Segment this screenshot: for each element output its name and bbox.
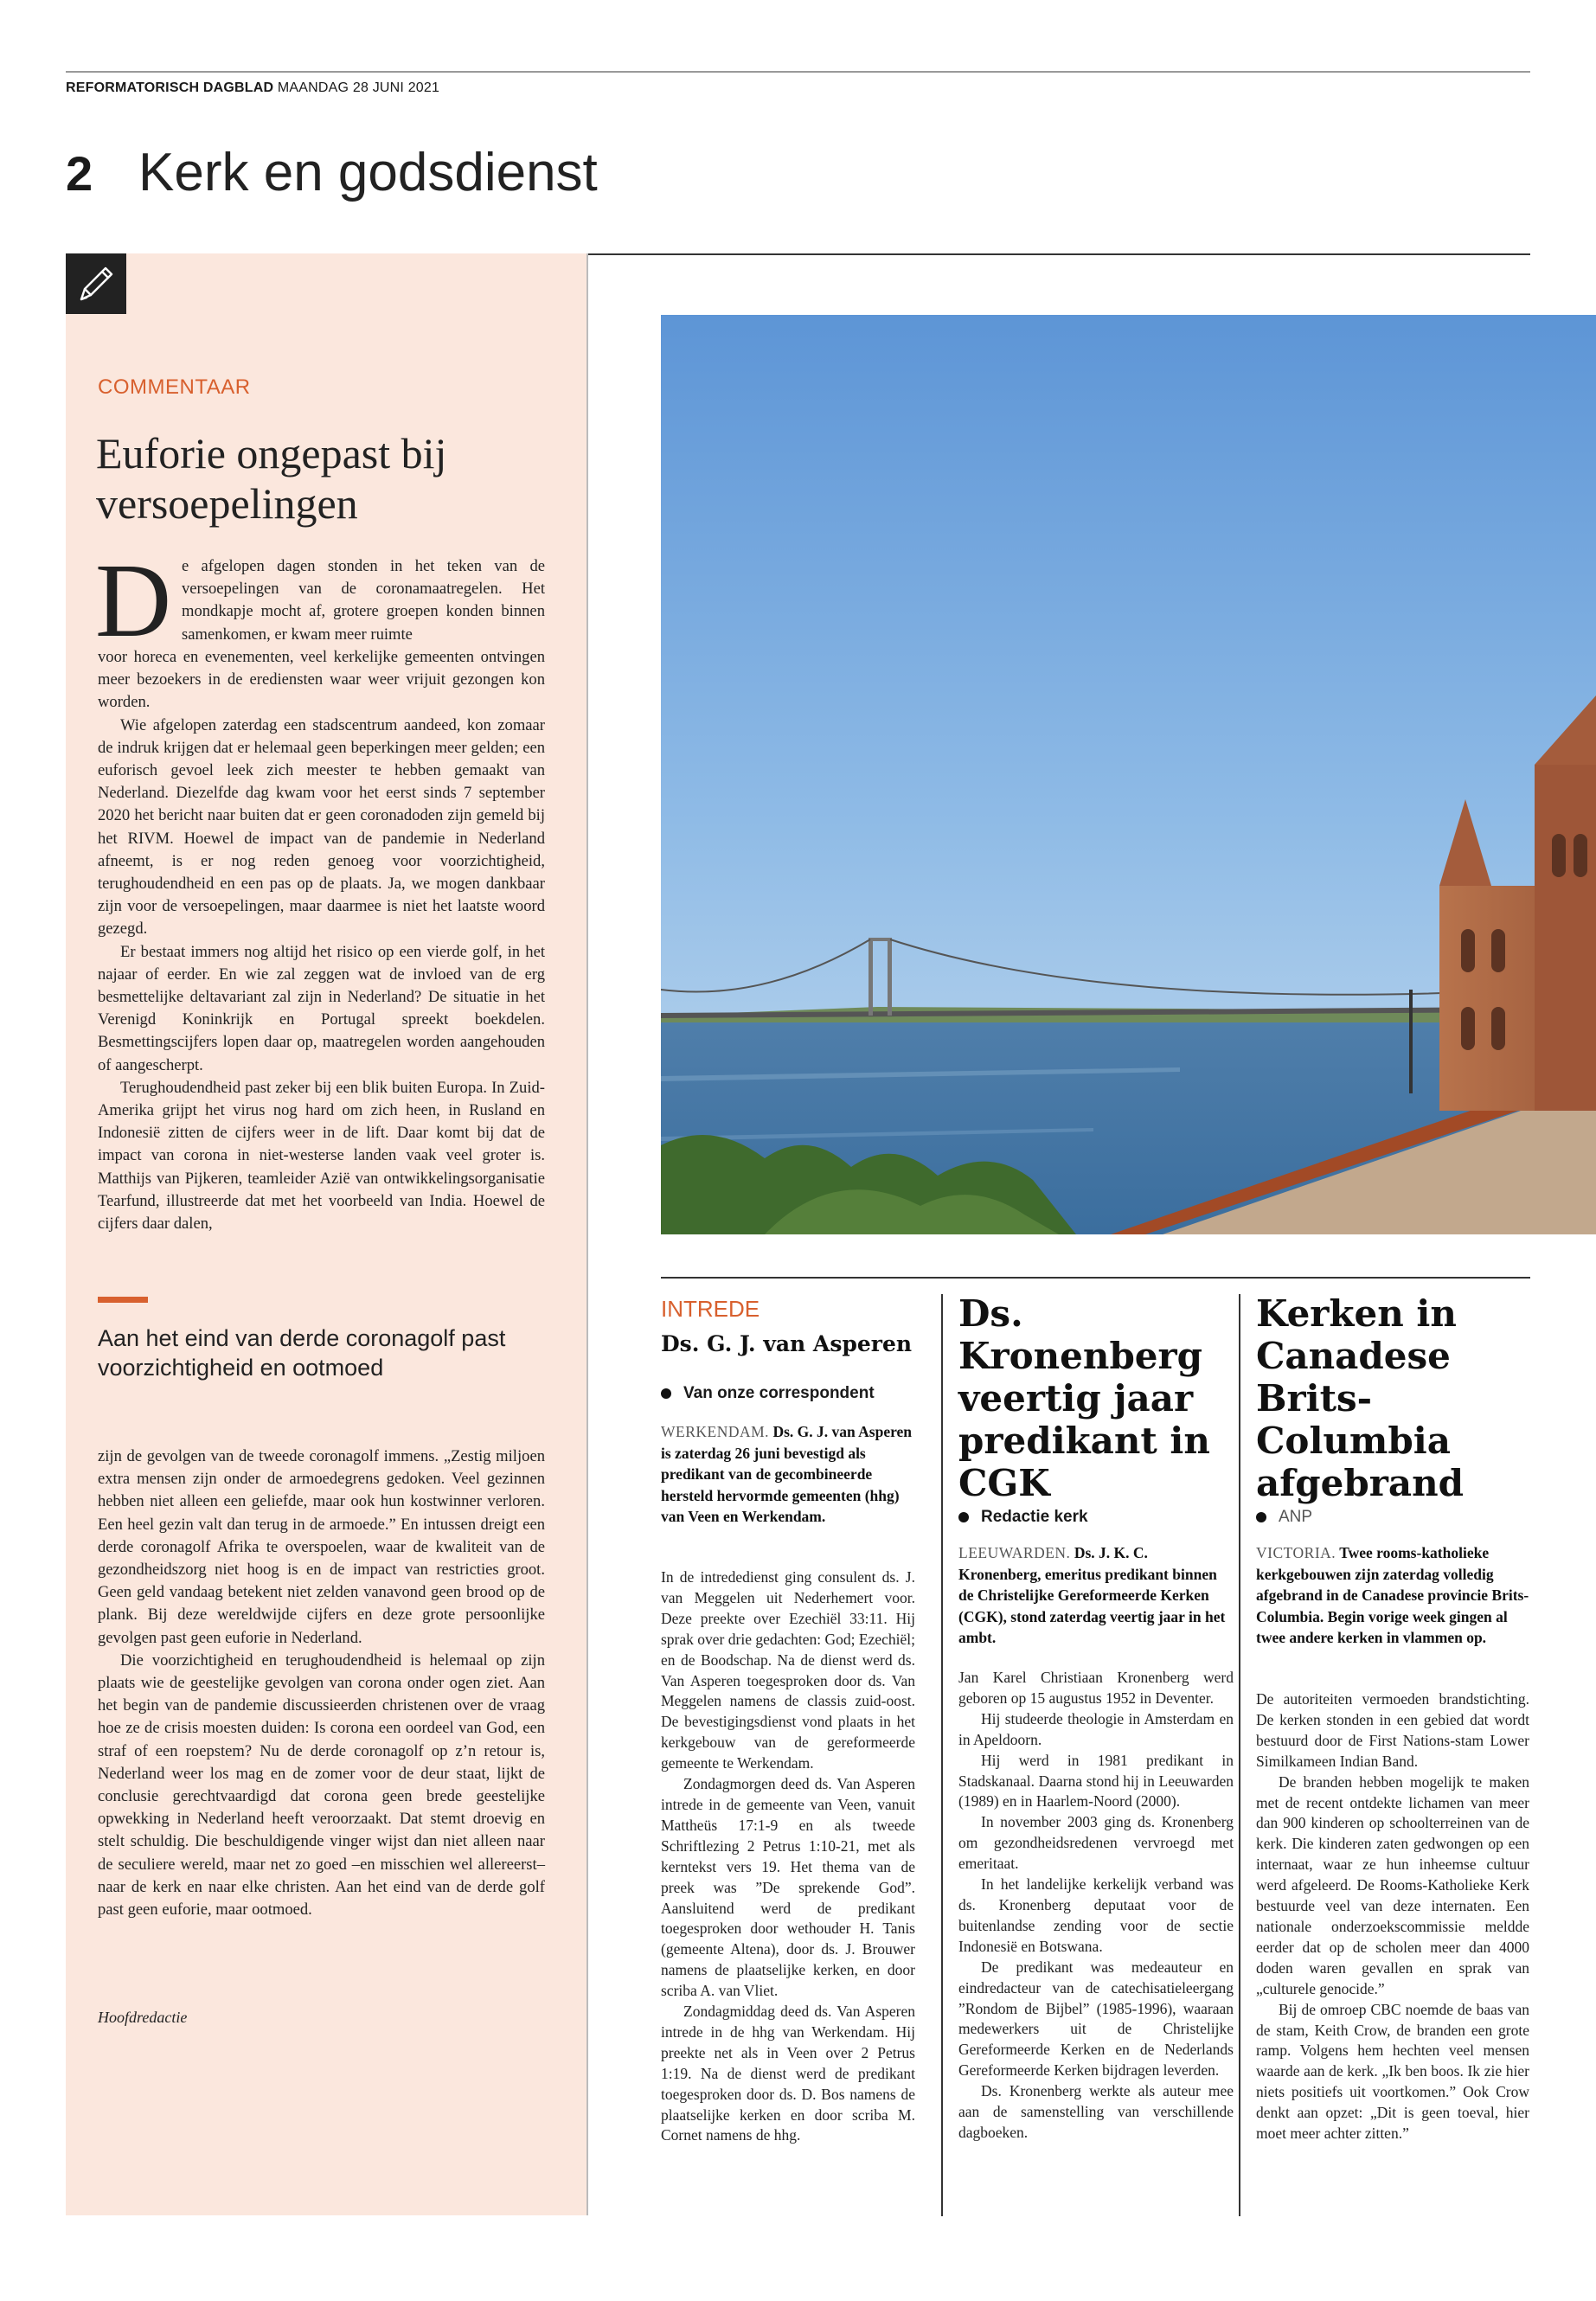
bullet-icon [1256,1512,1266,1522]
pen-icon [66,253,126,314]
paragraph: Hij studeerde theologie in Amsterdam en in Apeldoorn. [958,1709,1234,1748]
commentaar-body-top [98,646,545,1235]
kronenberg-lead [958,1542,1234,1649]
paragraph: Bij de omroep CBC noemde de baas van de stam, Keith Crow, de branden een grote ramp. Volgens hem hechten veel mensen waarde aan de kerk. „Ik ben boos. Ik zie hier niets positiefs uit voortkomen.” Ook Crow denkt aan opzet: „Dit is geen toeval, hier moet meer achter zitten.” [1256,2000,1529,2143]
paragraph: Zondagmorgen deed ds. Van Asperen intrede in de gemeente van Veen, vanuit Mattheüs 17:1-9 en als tweede Schriftlezing 2 Petrus 1:10-21, met als kerntekst vers 19. Het thema van de preek was ”De sprekende God”. Aansluitend werd de predikant toegesproken door wethouder H. Tanis (gemeente Altena), door ds. J. Brouwer namens de plaatselijke kerken, en door scriba A. van Vliet. [661,1775,915,2000]
paragraph: In de intrededienst ging consulent ds. J. van Meggelen uit Nederhemert voor. Deze preekte over Ezechiël 33:11. Hij sprak over drie gedachten: God; Ezechiël; en de Boodschap. Na de dienst werd ds. Van Asperen toegesproken door ds. Van Meggelen namens de classis zuid-oost. De bevestigingsdienst vond plaats in het kerkgebouw van de gereformeerde gemeente te Werkendam. [661,1568,915,1772]
intrede-body [661,1567,915,2146]
kronenberg-byline [958,1508,1088,1527]
intrede-kicker: INTREDE [661,1296,760,1322]
paragraph: voor horeca en evenementen, veel kerkelijke gemeenten ontvingen meer bezoekers in de erediensten waar weer vrijuit gezongen kon worden. [98,648,545,712]
lead-text: Ds. G. J. van Asperen is zaterdag 26 juni bevestigd als predikant van de gecombineerde hersteld hervormde gemeenten (hhg) van Veen en Werkendam. [661,1423,913,1526]
pull-quote: Aan het eind van derde coronagolf past voorzichtigheid en ootmoed [98,1325,506,1381]
commentaar-title: Euforie ongepast bij versoepelingen [96,429,447,528]
paragraph: Terughoudendheid past zeker bij een blik buiten Europa. In Zuid-Amerika grijpt het virus nog hard om zich heen, in Rusland en Indonesië zitten de cijfers weer in de lift. Daar komt bij dat de impact van corona in niet-westerse landen vaak veel groter is. Matthijs van Pijkeren, teamleider Azië van ontwikkelingsorganisatie Tearfund, illustreerde dat met het voorbeeld van India. Hoewel de cijfers daar dalen, [98,1078,545,1234]
articles-rule [661,1277,1530,1279]
column-divider [1239,1294,1240,2216]
river-bridge-church-photo [661,315,1596,1234]
column-divider [941,1294,943,2216]
issue-date: MAANDAG 28 JUNI 2021 [277,80,440,95]
quote-accent-rule [98,1297,148,1303]
paragraph: Er bestaat immers nog altijd het risico op een vierde golf, in het najaar of eerder. En wie zal zeggen wat de invloed van de erg besmettelijke deltavariant zal zijn in Nederland? De situatie in het Verenigd Koninkrijk en Portugal spreekt boekdelen. Besmettingscijfers lopen daar op, maatregelen worden aangehouden of aangescherpt. [98,942,545,1074]
signoff: Hoofdredactie [98,2009,188,2026]
paragraph: zijn de gevolgen van de tweede coronagolf immens. „Zestig miljoen extra mensen zijn onder de armoedegrens gedoken. Veel gezinnen hebben niet alleen een geliefde, maar ook hun kostwinner verloren. Een heel gezin valt dan terug in de armoede.” En intussen dreigt een derde coronagolf Afrika te overspoelen, waar de kwaliteit van de gezondheidszorg niet hoog is en de impact van restricties groot. Geen geld vandaag betekent niet zelden vanavond geen brood op de plank. Bij deze wereldwijde cijfers en deze grote persoonlijke gevolgen past geen euforie in Nederland. [98,1447,545,1647]
commentaar-intro: e afgelopen dagen stonden in het teken van de versoepelingen van de coronamaatregelen. Het mondkapje mocht af, grotere groepen konden binnen samenkomen, er kwam meer ruimte [182,557,545,644]
canada-byline [1256,1508,1312,1527]
kronenberg-body [958,1668,1234,2144]
bullet-icon [661,1388,671,1399]
paragraph: In november 2003 ging ds. Kronenberg om gezondheidsredenen vervroegd met emeritaat. [958,1813,1234,1873]
byline-text: ANP [1279,1508,1313,1526]
byline-text: Van onze correspondent [683,1384,875,1402]
byline-text: Redactie kerk [981,1508,1088,1526]
column-divider [586,253,588,2215]
canada-body [1256,1689,1529,2144]
section-rule [586,253,1530,255]
paragraph: De autoriteiten vermoeden brandstichting. De kerken stonden in een gebied dat wordt bestuurd door de First Nations-stam Lower Similkameen Indian Band. [1256,1690,1529,1770]
header-rule [66,71,1530,73]
drop-cap: D [95,542,172,659]
paragraph: Die voorzichtigheid en terughoudendheid is helemaal op zijn plaats wie de geestelijke gevolgen van corona onder ogen ziet. Aan het begin van de pandemie discussieerden christenen over de vraag hoe ze de crisis moesten duiden: Is corona een oordeel van God, een straf of een roepstem? Nu de derde coronagolf op z’n retour is, Nederland weer los mag en de zomer voor de deur staat, lijkt de conclusie gerechtvaardigd dat corona geen brede geestelijke opwekking in Nederland heeft veroorzaakt. Dat stemt droevig en stelt schuldig. Die beschuldigende vinger wijst dan niet alleen naar de seculiere wereld, maar net zo goed –en misschien wel allereerst– naar de kerk en naar elke christen. Aan het eind van de derde golf past geen euforie, maar ootmoed. [98,1650,545,1920]
canada-headline: Kerken in Canadese Brits-Columbia afgebrand [1256,1292,1464,1504]
bullet-icon [958,1512,969,1522]
paragraph: De branden hebben mogelijk te maken met de recent ontdekte lichamen van meer dan 900 kinderen op schoolterreinen van de kerk. Die kinderen zaten gedwongen op een internaat, waar ze hun inheemse cultuur werd afgeleerd. De Rooms-Katholieke Kerk bestuurde veel van deze internaten. Een nationale onderzoekscommissie meldde eerder dat op de scholen meer dan 4000 doden waren gevallen en sprak van „culturele genocide.” [1256,1772,1529,1997]
paragraph: Wie afgelopen zaterdag een stadscentrum aandeed, kon zomaar de indruk krijgen dat er helemaal geen beperkingen meer gelden; een euforisch gevoel leek zich meester te hebben gemaakt van Nederland. Diezelfde dag kwam voor het eerst sinds 7 september 2020 het bericht naar buiten dat er geen coronadoden zijn gemeld bij het RIVM. Hoewel de impact van de pandemie in Nederland afneemt, is er nog reden genoeg voor voorzichtigheid, terughoudendheid en een pas op de plaats. Ja, we mogen dankbaar zijn voor de versoepelingen, maar daarmee is niet het laatste woord gezegd. [98,715,545,939]
paragraph: De predikant was medeauteur en eindredacteur van de catechisatieleergang ”Rondom de Bijbel” (1985-1996), waaraan medewerkers uit de Christelijke Gereformeerde Kerken en de Nederlands Gereformeerde Kerken bijdragen leverden. [958,1958,1234,2080]
paragraph: In het landelijke kerkelijk verband was ds. Kronenberg deputaat voor de buitenlandse zending voor de sectie Indonesië en Botswana. [958,1875,1234,1955]
dateline: VICTORIA. [1256,1544,1336,1561]
intrede-lead [661,1421,915,1528]
paragraph: Zondagmiddag deed ds. Van Asperen intrede in de hhg van Werkendam. Hij preekte net als in Veen over 2 Petrus 1:19. Na de dienst werd de predikant toegesproken door ds. D. Bos namens de plaatselijke kerken en door scriba M. Cornet namens de hhg. [661,2003,915,2144]
kronenberg-headline: Ds. Kronenberg veertig jaar predikant in CGK [958,1292,1210,1504]
canada-lead [1256,1542,1529,1649]
paper-name: REFORMATORISCH DAGBLAD [66,80,274,95]
dateline: LEEUWARDEN. [958,1544,1071,1561]
page-number: 2 [66,146,93,201]
intrede-title: Ds. G. J. van Asperen [661,1331,913,1356]
section-title: Kerk en godsdienst [138,143,598,202]
commentaar-body-bottom [98,1445,545,1921]
lead-text: Twee rooms-katholieke kerkgebouwen zijn zaterdag volledig afgebrand in de Canadese provincie Brits-Columbia. Begin vorige week gingen al twee andere kerken in vlammen op. [1256,1544,1529,1647]
paragraph: Jan Karel Christiaan Kronenberg werd geboren op 15 augustus 1952 in Deventer. [958,1669,1234,1707]
intrede-byline [661,1384,875,1403]
commentaar-label: COMMENTAAR [98,375,251,399]
masthead [66,80,439,96]
paragraph: Ds. Kronenberg werkte als auteur mee aan de samenstelling van verschillende dagboeken. [958,2082,1234,2141]
dateline: WERKENDAM. [661,1423,770,1440]
lead-text: Ds. J. K. C. Kronenberg, emeritus predikant binnen de Christelijke Gereformeerde Kerken (CGK), stond zaterdag veertig jaar in het ambt. [958,1544,1226,1647]
paragraph: Hij werd in 1981 predikant in Stadskanaal. Daarna stond hij in Leeuwarden (1989) en in Haarlem-Noord (2000). [958,1751,1234,1811]
